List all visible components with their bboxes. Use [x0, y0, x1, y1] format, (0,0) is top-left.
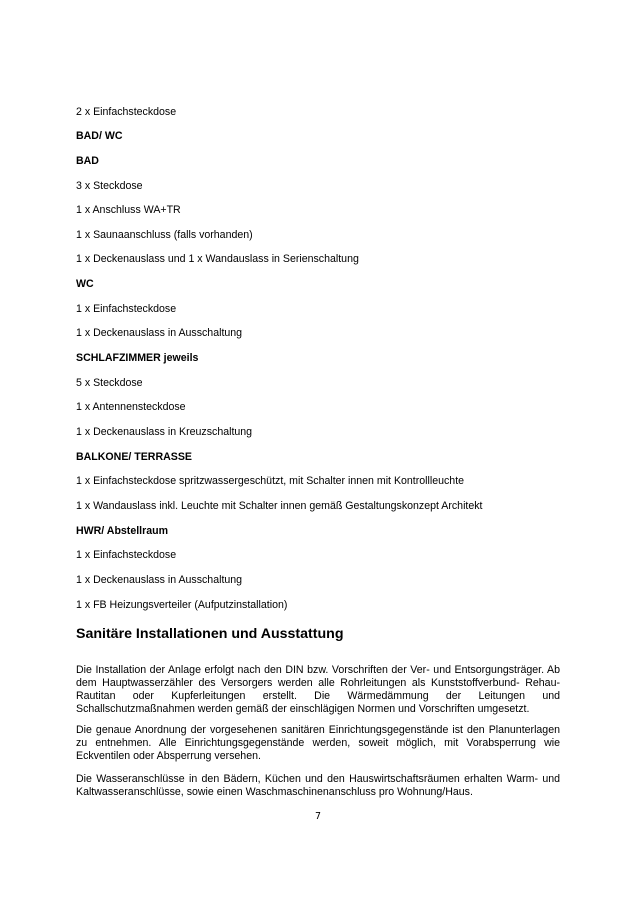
- item-line: 1 x Einfachsteckdose: [76, 549, 177, 561]
- item-line: 1 x Einfachsteckdose spritzwassergeschützt, mit Schalter innen mit Kontrollleuchte: [76, 475, 465, 487]
- page-number: 7: [314, 811, 322, 822]
- section-heading: Sanitäre Installationen und Ausstattung: [76, 626, 344, 642]
- item-line: 1 x Saunaanschluss (falls vorhanden): [76, 229, 253, 241]
- item-line: 5 x Steckdose: [76, 377, 143, 389]
- item-line: 1 x Anschluss WA+TR: [76, 204, 181, 216]
- item-line: 1 x Deckenauslass und 1 x Wandauslass in Serienschaltung: [76, 253, 359, 265]
- item-line: 1 x Deckenauslass in Kreuzschaltung: [76, 426, 253, 438]
- item-line: 1 x Wandauslass inkl. Leuchte mit Schalter innen gemäß Gestaltungskonzept Architekt: [76, 500, 483, 512]
- paragraph: Die Wasseranschlüsse in den Bädern, Küchen und den Hauswirtschaftsräumen erhalten Warm- und Kaltwasseranschlüsse, sowie einen Waschmaschinenanschluss pro Wohnung/Haus.: [76, 773, 560, 798]
- paragraph: Die Installation der Anlage erfolgt nach den DIN bzw. Vorschriften der Ver- und Entsorgungsträger. Ab dem Hauptwasserzähler des Versorgers werden alle Rohrleitungen als Kunststoffverbund- Rehau-Rautitan oder Kupferleitungen erstellt. Die Wärmedämmung der Leitungen und Schallschutzmaßnahmen werden gemäß der einschlägigen Normen und Vorschriften umgesetzt.: [76, 664, 560, 715]
- item-line: 1 x Deckenauslass in Ausschaltung: [76, 574, 243, 586]
- room-heading: HWR/ Abstellraum: [76, 525, 169, 537]
- item-line: 1 x Deckenauslass in Ausschaltung: [76, 327, 243, 339]
- item-line: 3 x Steckdose: [76, 180, 143, 192]
- room-heading: SCHLAFZIMMER jeweils: [76, 352, 199, 364]
- room-heading: BAD/ WC: [76, 130, 123, 142]
- paragraph: Die genaue Anordnung der vorgesehenen sanitären Einrichtungsgegenstände ist den Planunterlagen zu entnehmen. Alle Einrichtungsgegenstände werden, soweit möglich, mit Vorabsperrung wie Eckventilen oder Absperrung versehen.: [76, 724, 560, 762]
- room-heading: BAD: [76, 155, 99, 167]
- room-heading: BALKONE/ TERRASSE: [76, 451, 192, 463]
- item-line: 1 x Antennensteckdose: [76, 401, 186, 413]
- item-line: 2 x Einfachsteckdose: [76, 106, 177, 118]
- room-heading: WC: [76, 278, 94, 290]
- item-line: 1 x Einfachsteckdose: [76, 303, 177, 315]
- item-line: 1 x FB Heizungsverteiler (Aufputzinstallation): [76, 599, 288, 611]
